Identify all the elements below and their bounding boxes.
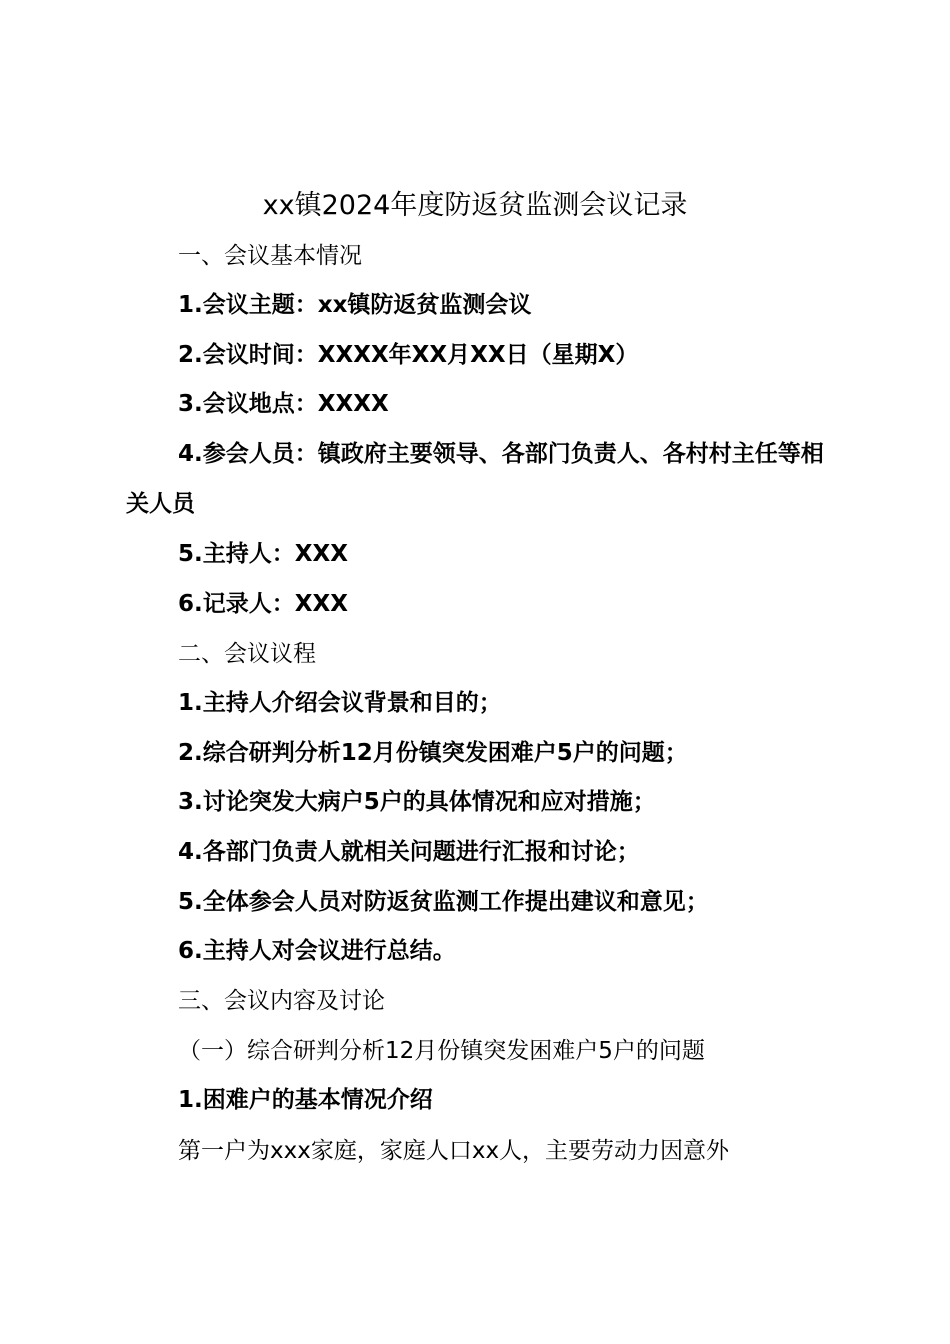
document-title: xx镇2024年度防返贫监测会议记录 [262, 190, 688, 221]
section2-heading: 二、会议议程 [178, 641, 316, 667]
section3-heading: 三、会议内容及讨论 [178, 988, 385, 1014]
section1-item-3: 3.会议地点：XXXX [178, 391, 389, 417]
section1-item-4: 4.参会人员：镇政府主要领导、各部门负责人、各村村主任等相关人员 [126, 441, 824, 517]
section1-item-5: 5.主持人：XXX [178, 541, 348, 567]
section2-item-1: 1.主持人介绍会议背景和目的； [178, 690, 502, 716]
section2-item-5: 5.全体参会人员对防返贫监测工作提出建议和意见； [178, 889, 709, 915]
section3-item-1-title: 1.困难户的基本情况介绍 [178, 1087, 433, 1113]
section2-item-2: 2.综合研判分析12月份镇突发困难户5户的问题； [178, 740, 688, 766]
section2-item-3: 3.讨论突发大病户5户的具体情况和应对措施； [178, 789, 656, 815]
section1-heading: 一、会议基本情况 [178, 243, 362, 269]
section1-item-1: 1.会议主题：xx镇防返贫监测会议 [178, 292, 532, 318]
section2-item-4: 4.各部门负责人就相关问题进行汇报和讨论； [178, 839, 640, 865]
section3-paragraph: 第一户为xxx家庭，家庭人口xx人，主要劳动力因意外 [178, 1138, 730, 1164]
section2-item-6: 6.主持人对会议进行总结。 [178, 938, 456, 964]
section1-item-2: 2.会议时间：XXXX年XX月XX日（星期X） [178, 342, 639, 368]
section1-item-6: 6.记录人：XXX [178, 591, 348, 617]
section3-subheading: （一）综合研判分析12月份镇突发困难户5户的问题 [178, 1038, 705, 1064]
